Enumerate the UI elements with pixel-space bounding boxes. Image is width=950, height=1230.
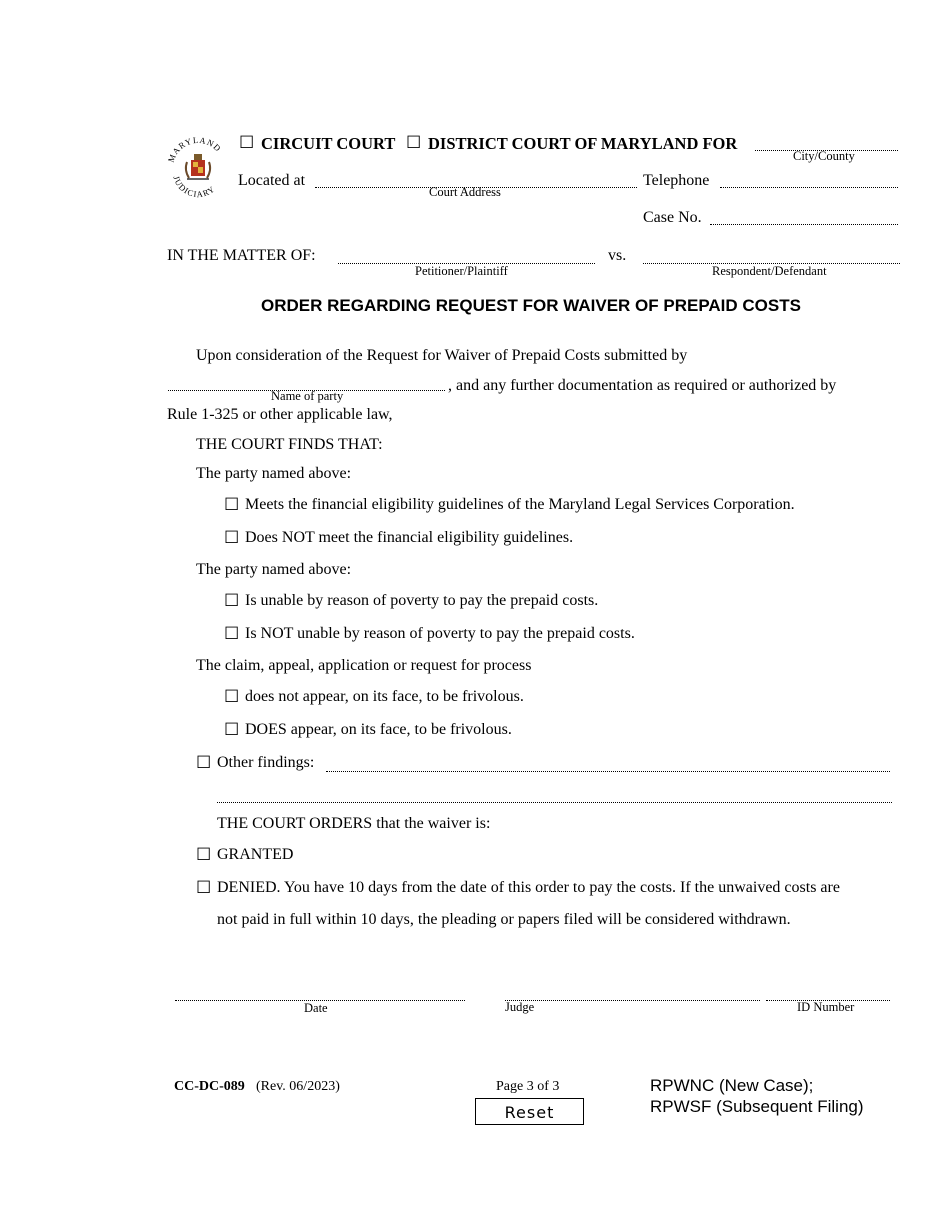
matter-label: IN THE MATTER OF: bbox=[167, 247, 316, 264]
granted-label: GRANTED bbox=[217, 846, 294, 863]
telephone-input[interactable] bbox=[720, 171, 898, 187]
circuit-court-checkbox[interactable]: ☐ bbox=[239, 133, 255, 152]
city-county-caption: City/County bbox=[793, 149, 855, 163]
intro-text: Upon consideration of the Request for Waiver of Prepaid Costs submitted by bbox=[196, 347, 688, 364]
form-code-line-1: RPWNC (New Case); bbox=[650, 1076, 814, 1095]
not-unable-poverty-label: Is NOT unable by reason of poverty to pay the prepaid costs. bbox=[245, 625, 635, 642]
page-title: ORDER REGARDING REQUEST FOR WAIVER OF PREPAID COSTS bbox=[261, 296, 801, 315]
not-meet-guidelines-label: Does NOT meet the financial eligibility guidelines. bbox=[245, 529, 574, 546]
svg-text:MARYLAND: MARYLAND bbox=[165, 134, 224, 164]
meets-guidelines-label: Meets the financial eligibility guidelines of the Maryland Legal Services Corporation. bbox=[245, 496, 795, 513]
circuit-court-label: CIRCUIT COURT bbox=[261, 134, 396, 153]
form-revision: (Rev. 06/2023) bbox=[256, 1079, 340, 1094]
date-input[interactable] bbox=[175, 984, 465, 1000]
date-caption: Date bbox=[304, 1001, 328, 1015]
frivolous-label: DOES appear, on its face, to be frivolous. bbox=[245, 721, 512, 738]
not-frivolous-label: does not appear, on its face, to be frivolous. bbox=[245, 688, 524, 705]
denied-checkbox[interactable]: ☐ bbox=[196, 878, 212, 897]
id-number-input[interactable] bbox=[766, 984, 890, 1000]
unable-poverty-checkbox[interactable]: ☐ bbox=[224, 591, 240, 610]
located-at-label: Located at bbox=[238, 172, 306, 189]
case-no-label: Case No. bbox=[643, 209, 702, 226]
case-no-line bbox=[710, 224, 898, 225]
intro-end-text: Rule 1-325 or other applicable law, bbox=[167, 406, 393, 423]
judge-input[interactable] bbox=[505, 984, 760, 1000]
telephone-line bbox=[720, 187, 898, 188]
claim-label: The claim, appeal, application or request for process bbox=[196, 657, 532, 674]
svg-text:JUDICIARY: JUDICIARY bbox=[171, 174, 217, 200]
other-findings-line-1 bbox=[326, 771, 890, 772]
denied-label-line-1: DENIED. You have 10 days from the date of this order to pay the costs. If the unwaived costs are bbox=[217, 879, 840, 896]
form-code-line-2: RPWSF (Subsequent Filing) bbox=[650, 1097, 864, 1116]
other-findings-checkbox[interactable]: ☐ bbox=[196, 753, 212, 772]
city-county-input[interactable] bbox=[755, 134, 898, 150]
form-number: CC-DC-089 bbox=[174, 1079, 245, 1094]
other-findings-line-2 bbox=[217, 802, 892, 803]
name-of-party-input[interactable] bbox=[168, 374, 445, 390]
party-named-label-2: The party named above: bbox=[196, 561, 352, 578]
not-meet-guidelines-checkbox[interactable]: ☐ bbox=[224, 528, 240, 547]
not-frivolous-checkbox[interactable]: ☐ bbox=[224, 687, 240, 706]
denied-label-line-2: not paid in full within 10 days, the pleading or papers filed will be considered withdrawn. bbox=[217, 911, 791, 928]
maryland-judiciary-seal bbox=[163, 132, 233, 206]
seal-icon bbox=[163, 132, 233, 206]
court-address-caption: Court Address bbox=[429, 185, 501, 199]
page-number: Page 3 of 3 bbox=[496, 1079, 560, 1094]
granted-checkbox[interactable]: ☐ bbox=[196, 845, 212, 864]
name-of-party-caption: Name of party bbox=[271, 389, 344, 403]
telephone-label: Telephone bbox=[643, 172, 710, 189]
respondent-input[interactable] bbox=[643, 247, 900, 263]
meets-guidelines-checkbox[interactable]: ☐ bbox=[224, 495, 240, 514]
party-named-label-1: The party named above: bbox=[196, 465, 352, 482]
case-no-input[interactable] bbox=[710, 208, 898, 224]
frivolous-checkbox[interactable]: ☐ bbox=[224, 720, 240, 739]
respondent-caption: Respondent/Defendant bbox=[712, 264, 827, 278]
petitioner-input[interactable] bbox=[338, 247, 595, 263]
court-finds-heading: THE COURT FINDS THAT: bbox=[196, 436, 383, 453]
district-court-checkbox[interactable]: ☐ bbox=[406, 133, 422, 152]
district-court-label: DISTRICT COURT OF MARYLAND FOR bbox=[428, 134, 738, 153]
court-orders-heading: THE COURT ORDERS that the waiver is: bbox=[217, 815, 491, 832]
judge-caption: Judge bbox=[505, 1000, 535, 1014]
judge-line bbox=[505, 1000, 760, 1001]
unable-poverty-label: Is unable by reason of poverty to pay the prepaid costs. bbox=[245, 592, 599, 609]
other-findings-input-1[interactable] bbox=[326, 755, 890, 771]
other-findings-input-2[interactable] bbox=[217, 786, 892, 802]
intro-continued-text: , and any further documentation as required or authorized by bbox=[448, 377, 837, 394]
vs-label: vs. bbox=[608, 247, 627, 264]
reset-button[interactable]: Reset bbox=[475, 1098, 584, 1125]
not-unable-poverty-checkbox[interactable]: ☐ bbox=[224, 624, 240, 643]
other-findings-label: Other findings: bbox=[217, 754, 315, 771]
id-number-caption: ID Number bbox=[797, 1000, 855, 1014]
petitioner-caption: Petitioner/Plaintiff bbox=[415, 264, 508, 278]
